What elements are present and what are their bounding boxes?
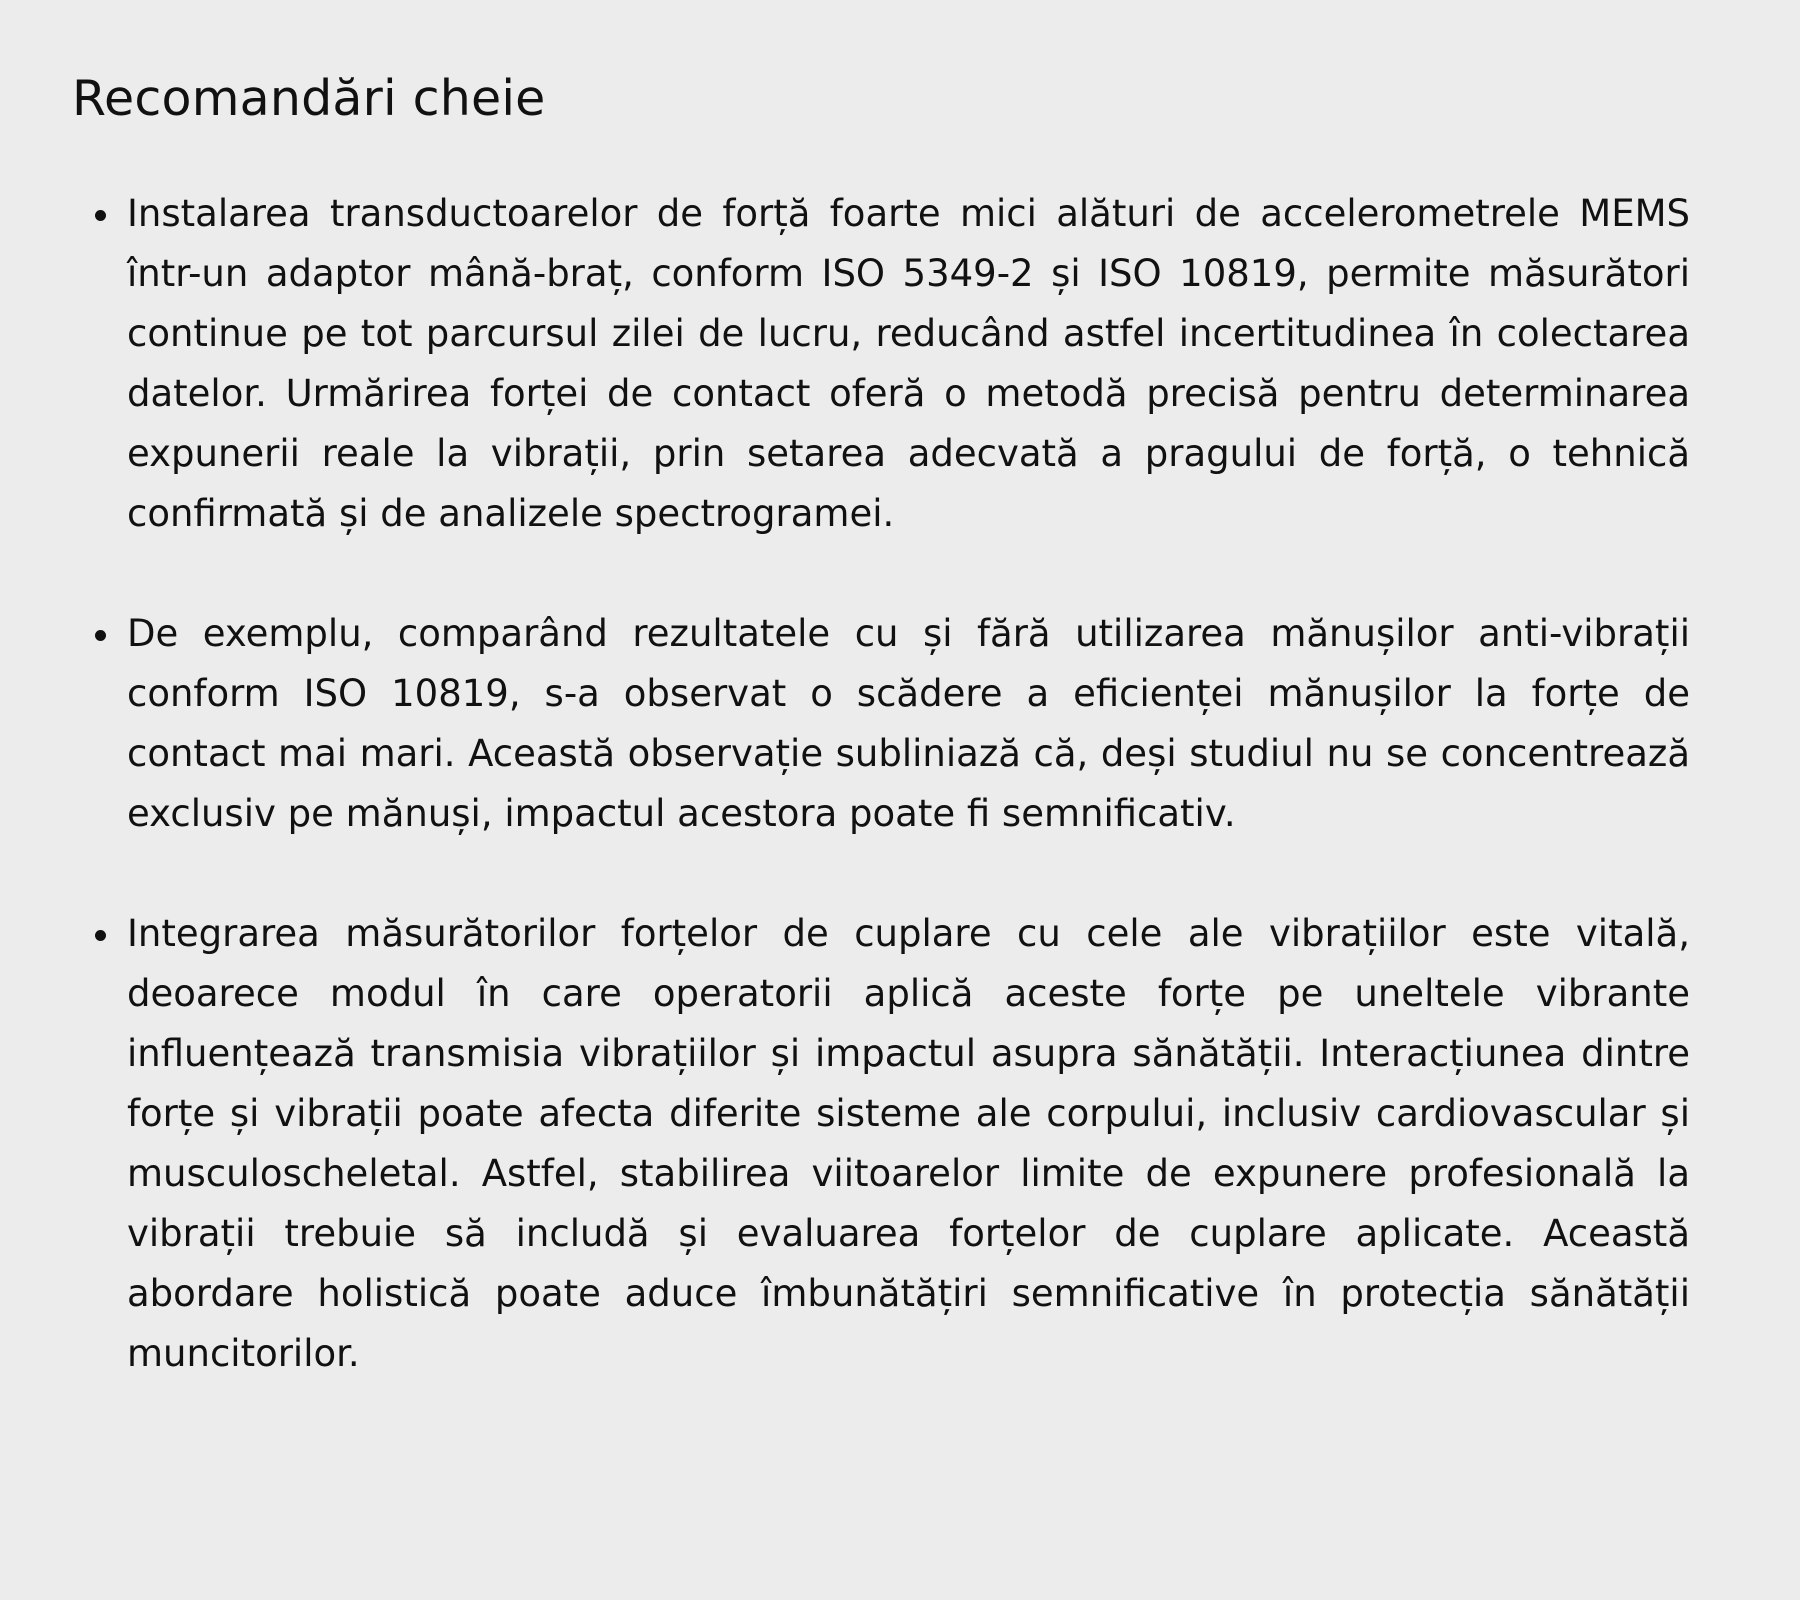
list-item-text: De exemplu, comparând rezultatele cu și fără utilizarea mănușilor anti-vibrații conform ISO 10819, s-a observat o scădere a eficienței mănușilor la forțe de contact mai mari. Această observație subliniază că, deși studiul nu se concentrează exclusiv pe mănuși, impactul acestora poate fi semnificativ. [127,612,1690,835]
bullet-icon [95,210,106,221]
list-item-text: Instalarea transductoarelor de forță foarte mici alături de accelerometrele MEMS într-un adaptor mână-braț, conform ISO 5349-2 și ISO 10819, permite măsurători continue pe tot parcursul zilei de lucru, reducând astfel incertitudinea în colectarea datelor. Urmărirea forței de contact oferă o metodă precisă pentru determinarea expunerii reale la vibrații, prin setarea adecvată a pragului de forță, o tehnică confirmată și de analizele spectrogramei. [127,192,1690,535]
bullet-icon [95,930,106,941]
recommendations-list [72,184,1690,1384]
list-item [72,904,1690,1384]
section-title: Recomandări cheie [72,70,546,127]
list-item [72,604,1690,844]
list-item-text: Integrarea măsurătorilor forțelor de cuplare cu cele ale vibrațiilor este vitală, deoarece modul în care operatorii aplică aceste forțe pe uneltele vibrante influențează transmisia vibrațiilor și impactul asupra sănătății. Interacțiunea dintre forțe și vibrații poate afecta diferite sisteme ale corpului, inclusiv cardiovascular și musculoscheletal. Astfel, stabilirea viitoarelor limite de expunere profesională la vibrații trebuie să includă și evaluarea forțelor de cuplare aplicate. Această abordare holistică poate aduce îmbunătățiri semnificative în protecția sănătății muncitorilor. [127,912,1690,1375]
list-item [72,184,1690,544]
bullet-icon [95,630,106,641]
